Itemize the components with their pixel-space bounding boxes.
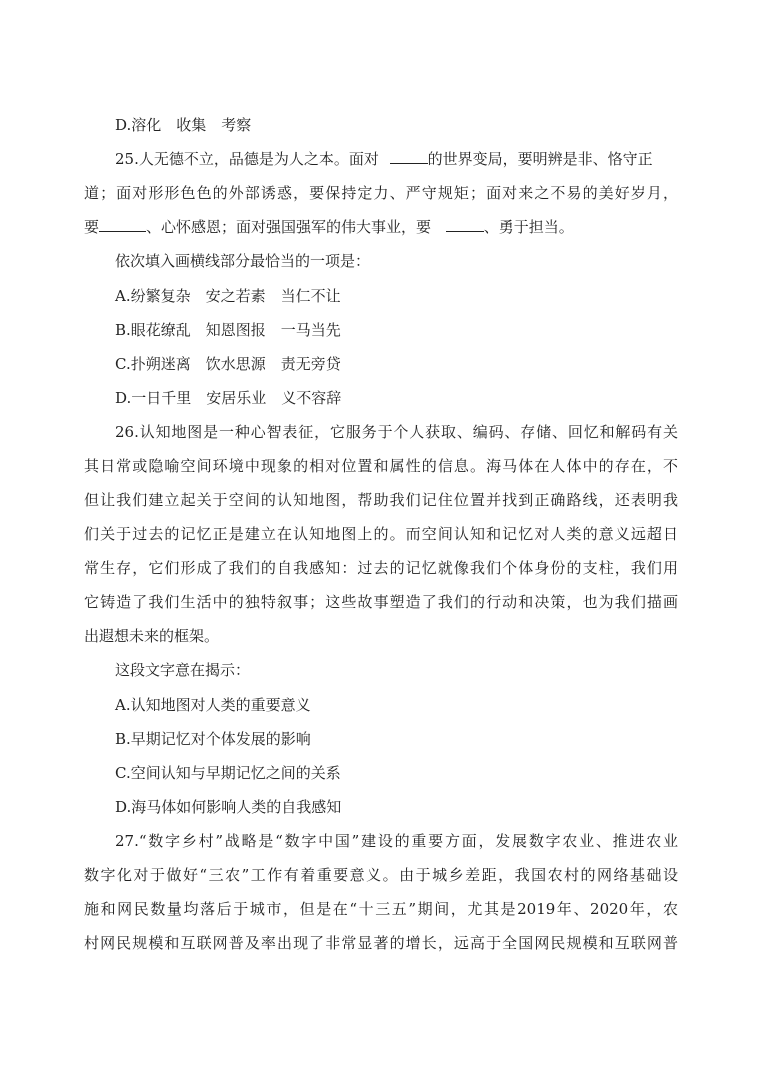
q25-stem-line-2: 道；面对形形色色的外部诱惑，要保持定力、严守规矩；面对来之不易的美好岁月， <box>84 184 678 202</box>
q25-stem-text-c: 要 <box>84 218 100 236</box>
q26-prompt: 这段文字意在揭示： <box>115 661 251 679</box>
q26-option-b: B.早期记忆对个体发展的影响 <box>115 730 311 748</box>
q25-stem-text-a: 25.人无德不立，品德是为人之本。面对 <box>115 150 384 168</box>
q26-paragraph-line-2: 其日常或隐喻空间环境中现象的相对位置和属性的信息。海马体在人体中的存在，不 <box>84 457 678 475</box>
q26-paragraph-line-1: 26.认知地图是一种心智表征，它服务于个人获取、编码、存储、回忆和解码有关 <box>115 423 678 441</box>
q25-option-c: C.扑朔迷离 饮水思源 责无旁贷 <box>115 355 341 373</box>
q27-paragraph-line-4: 村网民规模和互联网普及率出现了非常显著的增长，远高于全国网民规模和互联网普 <box>84 934 678 952</box>
q25-stem-text-d: 、心怀感恩；面对强国强军的伟大事业，要 <box>146 218 436 236</box>
q26-paragraph-line-7: 出遐想未来的框架。 <box>84 627 220 645</box>
q27-paragraph-line-2: 数字化对于做好“三农”工作有着重要意义。由于城乡差距，我国农村的网络基础设 <box>84 866 678 884</box>
q25-stem-text-e: 、勇于担当。 <box>483 218 574 236</box>
q25-blank-1 <box>390 149 428 164</box>
q26-option-c: C.空间认知与早期记忆之间的关系 <box>115 764 341 782</box>
q26-option-a: A.认知地图对人类的重要意义 <box>115 696 311 714</box>
q26-paragraph-line-5: 常生存，它们形成了我们的自我感知：过去的记忆就像我们个体身份的支柱，我们用 <box>84 559 678 577</box>
q25-prompt: 依次填入画横线部分最恰当的一项是： <box>115 252 371 270</box>
q25-stem-text-b: 的世界变局，要明辨是非、恪守正 <box>427 150 653 168</box>
q25-blank-3 <box>446 217 484 232</box>
q25-stem-line-1 <box>115 149 678 169</box>
q26-option-d: D.海马体如何影响人类的自我感知 <box>115 798 342 816</box>
q24-option-d: D.溶化 收集 考察 <box>115 116 252 134</box>
q26-paragraph-line-3: 但让我们建立起关于空间的认知地图，帮助我们记住位置并找到正确路线，还表明我 <box>84 491 678 509</box>
q27-paragraph-line-1: 27.“数字乡村”战略是“数字中国”建设的重要方面，发展数字农业、推进农业 <box>115 832 678 850</box>
q27-paragraph-line-3: 施和网民数量均落后于城市，但是在“十三五”期间，尤其是2019年、2020年，农 <box>84 900 678 918</box>
q25-blank-2 <box>99 217 146 232</box>
q25-option-b: B.眼花缭乱 知恩图报 一马当先 <box>115 321 341 339</box>
q26-paragraph-line-6: 它铸造了我们生活中的独特叙事；这些故事塑造了我们的行动和决策，也为我们描画 <box>84 593 678 611</box>
q26-paragraph-line-4: 们关于过去的记忆正是建立在认知地图上的。而空间认知和记忆对人类的意义远超日 <box>84 525 678 543</box>
q25-option-a: A.纷繁复杂 安之若素 当仁不让 <box>115 287 341 305</box>
q25-stem-line-3 <box>84 217 678 237</box>
q25-option-d: D.一日千里 安居乐业 义不容辞 <box>115 389 342 407</box>
